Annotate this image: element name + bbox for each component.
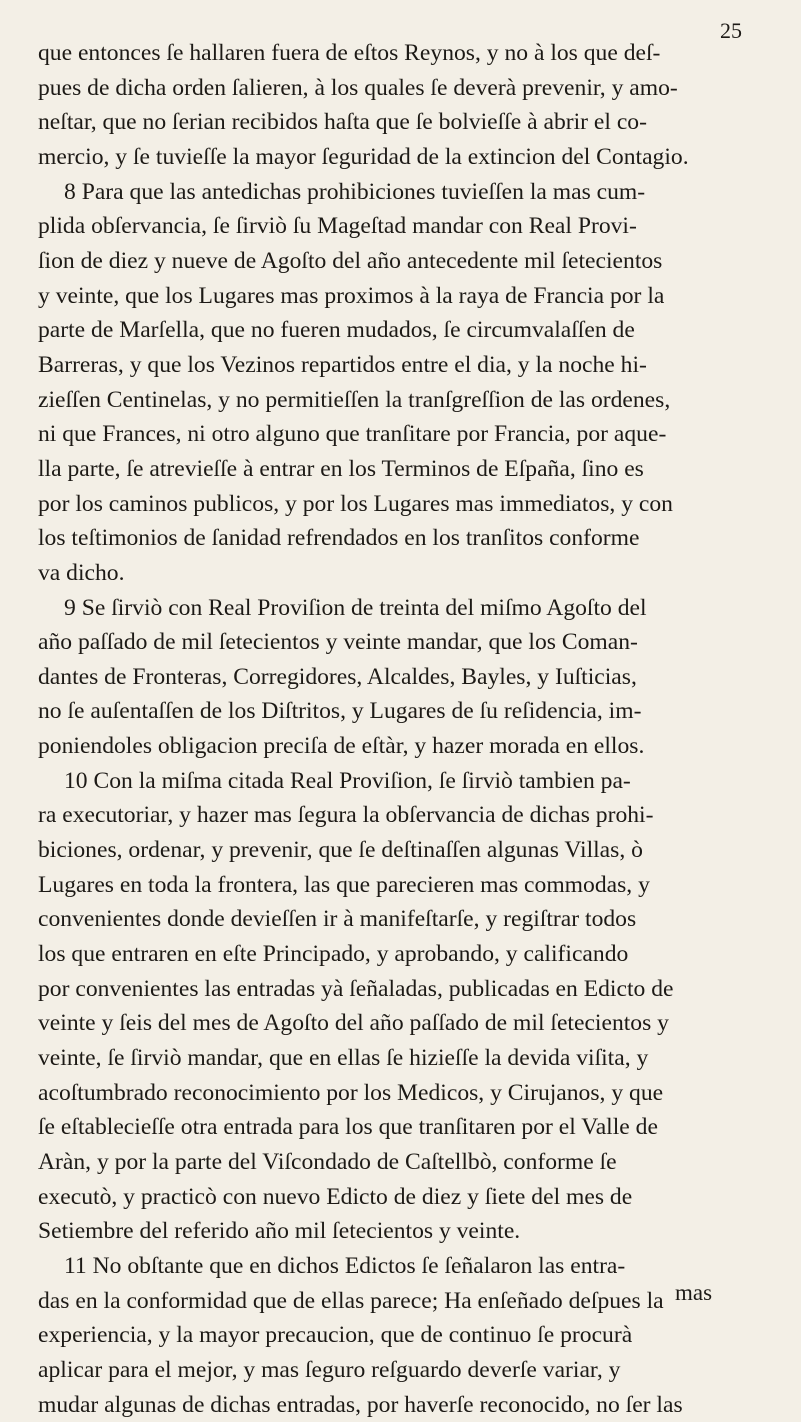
text-line: executò, y practicò con nuevo Edicto de diez y ſiete del mes de (38, 1183, 633, 1210)
text-line: biciones, ordenar, y prevenir, que ſe deſtinaſſen algunas Villas, ò (38, 837, 643, 864)
text-line: Lugares en toda la frontera, las que parecieren mas commodas, y (38, 871, 650, 898)
text-line: parte de Marſella, que no fueren mudados, ſe circumvalaſſen de (38, 317, 635, 344)
text-line: mercio, y ſe tuvieſſe la mayor ſeguridad de la extincion del Contagio. (38, 143, 689, 170)
text-line: aplicar para el mejor, y mas ſeguro reſguardo deverſe variar, y (38, 1356, 621, 1383)
text-line: pues de dicha orden ſalieren, à los quales ſe deverà prevenir, y amo- (38, 74, 678, 101)
text-line: que entonces ſe hallaren fuera de eſtos Reynos, y no à los que deſ- (38, 40, 661, 66)
text-line: zieſſen Centinelas, y no permitieſſen la tranſgreſſion de las ordenes, (38, 386, 671, 413)
text-line: Aràn, y por la parte del Viſcondado de Caſtellbò, conforme ſe (38, 1149, 617, 1175)
text-line: dantes de Fronteras, Corregidores, Alcaldes, Bayles, y Iuſticias, (38, 663, 637, 690)
text-line: Setiembre del referido año mil ſetecientos y veinte. (38, 1218, 521, 1245)
text-line: experiencia, y la mayor precaucion, que de continuo ſe procurà (38, 1322, 633, 1349)
text-line: convenientes donde devieſſen ir à manifeſtarſe, y regiſtrar todos (38, 906, 637, 933)
text-line: año paſſado de mil ſetecientos y veinte mandar, que los Coman- (38, 629, 638, 656)
text-line: Barreras, y que los Vezinos repartidos entre el dia, y la noche hi- (38, 351, 647, 378)
text-line: no ſe auſentaſſen de los Diſtritos, y Lugares de ſu reſidencia, im- (38, 698, 642, 725)
text-line: veinte y ſeis del mes de Agoſto del año paſſado de mil ſetecientos y (38, 1010, 669, 1037)
text-line: por convenientes las entradas yà ſeñaladas, publicadas en Edicto de (38, 975, 674, 1002)
catchword: mas (675, 1280, 713, 1305)
text-line: y veinte, que los Lugares mas proximos à la raya de Francia por la (38, 282, 665, 309)
text-line: lla parte, ſe atrevieſſe à entrar en los Terminos de Eſpaña, ſino es (38, 455, 644, 482)
text-line: das en la conformidad que de ellas parece; Ha enſeñado deſpues la (38, 1287, 664, 1314)
text-line: poniendoles obligacion preciſa de eſtàr, y hazer morada en ellos. (38, 733, 645, 760)
body-text (38, 36, 774, 1422)
text-line: 8 Para que las antedichas prohibiciones tuvieſſen la mas cum- (64, 178, 646, 205)
text-line: los teſtimonios de ſanidad refrendados en los tranſitos conforme (38, 525, 640, 552)
text-line: mudar algunas de dichas entradas, por haverſe reconocido, no ſer las (38, 1391, 683, 1418)
text-line: 11 No obſtante que en dichos Edictos ſe ſeñalaron las entra- (64, 1252, 626, 1279)
text-line: acoſtumbrado reconocimiento por los Medicos, y Cirujanos, y que (38, 1079, 664, 1106)
text-line: ni que Frances, ni otro alguno que tranſitare por Francia, por aque- (38, 421, 667, 448)
text-line: los que entraren en eſte Principado, y aprobando, y calificando (38, 941, 629, 968)
text-line: por los caminos publicos, y por los Lugares mas immediatos, y con (38, 490, 673, 517)
text-line: va dicho. (38, 559, 125, 586)
page-number: 25 (720, 18, 742, 43)
text-line: ſe eſtablecieſſe otra entrada para los que tranſitaren por el Valle de (38, 1114, 658, 1141)
text-line: 10 Con la miſma citada Real Proviſion, ſe ſirviò tambien pa- (64, 767, 631, 794)
text-line: ra executoriar, y hazer mas ſegura la obſervancia de dichas prohi- (38, 802, 654, 829)
text-line: ſion de diez y nueve de Agoſto del año antecedente mil ſetecientos (38, 247, 663, 274)
text-line: veinte, ſe ſirviò mandar, que en ellas ſe hizieſſe la devida viſita, y (38, 1045, 649, 1072)
text-line: plida obſervancia, ſe ſirviò ſu Mageſtad mandar con Real Provi- (38, 213, 637, 240)
text-line: 9 Se ſirviò con Real Proviſion de treinta del miſmo Agoſto del (64, 594, 647, 621)
text-line: neſtar, que no ſerian recibidos haſta que ſe bolvieſſe à abrir el co- (38, 109, 647, 136)
